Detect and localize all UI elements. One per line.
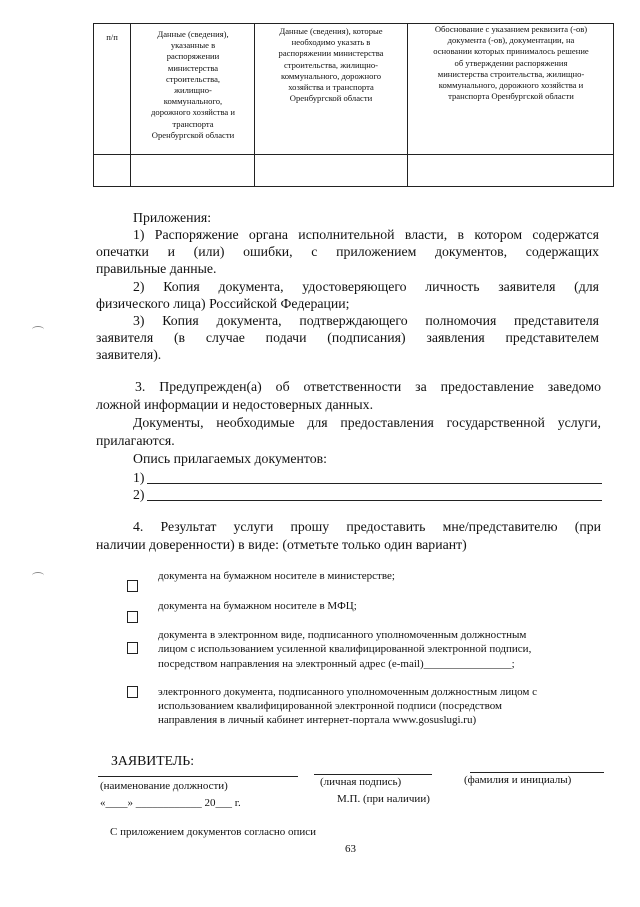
- table-col-divider: [407, 24, 408, 186]
- table-header-justification: Обоснование с указанием реквизита (-ов) документа (-ов), документации, на основании которых принималось решение об утверждении распоряжения министерства строительства, жилищно- коммунального, дорожного хозяйства и транспорта Оренбургской области: [433, 24, 589, 102]
- attachments-footer: С приложением документов согласно описи: [110, 826, 317, 838]
- position-line[interactable]: [98, 776, 298, 777]
- date-field[interactable]: «____» ____________ 20___ г.: [100, 797, 241, 809]
- documents-line: прилагаются.: [96, 433, 175, 448]
- option-portal-label: электронного документа, подписанного уполномоченным должностным лицом с: [158, 686, 537, 698]
- inventory-heading: Опись прилагаемых документов:: [133, 451, 327, 466]
- result-line: 4. Результат услуги прошу предоставить мне/представителю (при: [133, 519, 601, 534]
- page-number: 63: [345, 843, 356, 855]
- result-line: наличии доверенности) в виде: (отметьте только один вариант): [96, 537, 467, 552]
- signature-line[interactable]: [314, 774, 432, 775]
- option-email-label: лицом с использованием усиленной квалифицированной электронной подписи,: [158, 643, 532, 655]
- table-header-original-data: Данные (сведения), указанные в распоряжении министерства строительства, жилищно- коммунального, дорожного хозяйства и транспорта Оренбургской области: [151, 29, 235, 140]
- option-portal-checkbox[interactable]: [127, 686, 138, 698]
- option-ministry-label: документа на бумажном носителе в министерстве;: [158, 570, 395, 582]
- documents-line: Документы, необходимые для предоставления государственной услуги,: [133, 415, 601, 430]
- attachment-1-line: правильные данные.: [96, 261, 217, 276]
- option-ministry-checkbox[interactable]: [127, 580, 138, 592]
- applicant-heading: ЗАЯВИТЕЛЬ:: [111, 753, 195, 768]
- warning-line: ложной информации и недостоверных данных.: [96, 397, 374, 412]
- option-email-label: документа в электронном виде, подписанного уполномоченным должностным: [158, 629, 527, 641]
- scan-mark: [32, 572, 44, 579]
- table-col-divider: [254, 24, 255, 186]
- corrections-table: [93, 23, 614, 187]
- inventory-line-1-label: 1): [133, 470, 145, 485]
- warning-line: 3. Предупрежден(а) об ответственности за предоставление заведомо: [135, 379, 601, 394]
- attachment-2-line: 2) Копия документа, удостоверяющего личность заявителя (для: [133, 279, 599, 294]
- attachment-3-line: 3) Копия документа, подтверждающего полномочия представителя: [133, 313, 599, 328]
- stamp-caption: М.П. (при наличии): [337, 793, 430, 805]
- option-portal-label: направления в личный кабинет интернет-портала www.gosuslugi.ru): [158, 714, 477, 726]
- table-col-divider: [130, 24, 131, 186]
- scan-mark: [32, 326, 44, 333]
- attachment-3-line: заявителя (в случае подачи (подписания) заявления представителем: [96, 330, 599, 345]
- name-line[interactable]: [470, 772, 604, 773]
- option-mfc-label: документа на бумажном носителе в МФЦ;: [158, 600, 357, 612]
- table-header-number: п/п: [106, 32, 118, 42]
- option-email-label: посредством направления на электронный адрес (e-mail)________________;: [158, 658, 515, 670]
- option-mfc-checkbox[interactable]: [127, 611, 138, 623]
- option-email-checkbox[interactable]: [127, 642, 138, 654]
- attachments-heading: Приложения:: [133, 210, 212, 225]
- position-caption: (наименование должности): [100, 780, 228, 792]
- table-header-corrected-data: Данные (сведения), которые необходимо указать в распоряжении министерства строительства, жилищно- коммунального, дорожного хозяйства и транспорта Оренбургской области: [278, 26, 384, 104]
- signature-caption: (личная подпись): [320, 776, 402, 788]
- attachment-3-line: заявителя).: [96, 347, 162, 362]
- name-caption: (фамилия и инициалы): [464, 774, 572, 786]
- inventory-line-2-label: 2): [133, 487, 145, 502]
- inventory-line-2[interactable]: [147, 500, 602, 501]
- attachment-2-line: физического лица) Российской Федерации;: [96, 296, 350, 311]
- option-portal-label: использованием квалифицированной электронной подписи (посредством: [158, 700, 502, 712]
- table-row-divider: [94, 154, 613, 155]
- inventory-line-1[interactable]: [147, 483, 602, 484]
- attachment-1-line: опечатки и (или) ошибки, с приложением документов, содержащих: [96, 244, 599, 259]
- attachment-1-line: 1) Распоряжение органа исполнительной власти, в котором содержатся: [133, 227, 599, 242]
